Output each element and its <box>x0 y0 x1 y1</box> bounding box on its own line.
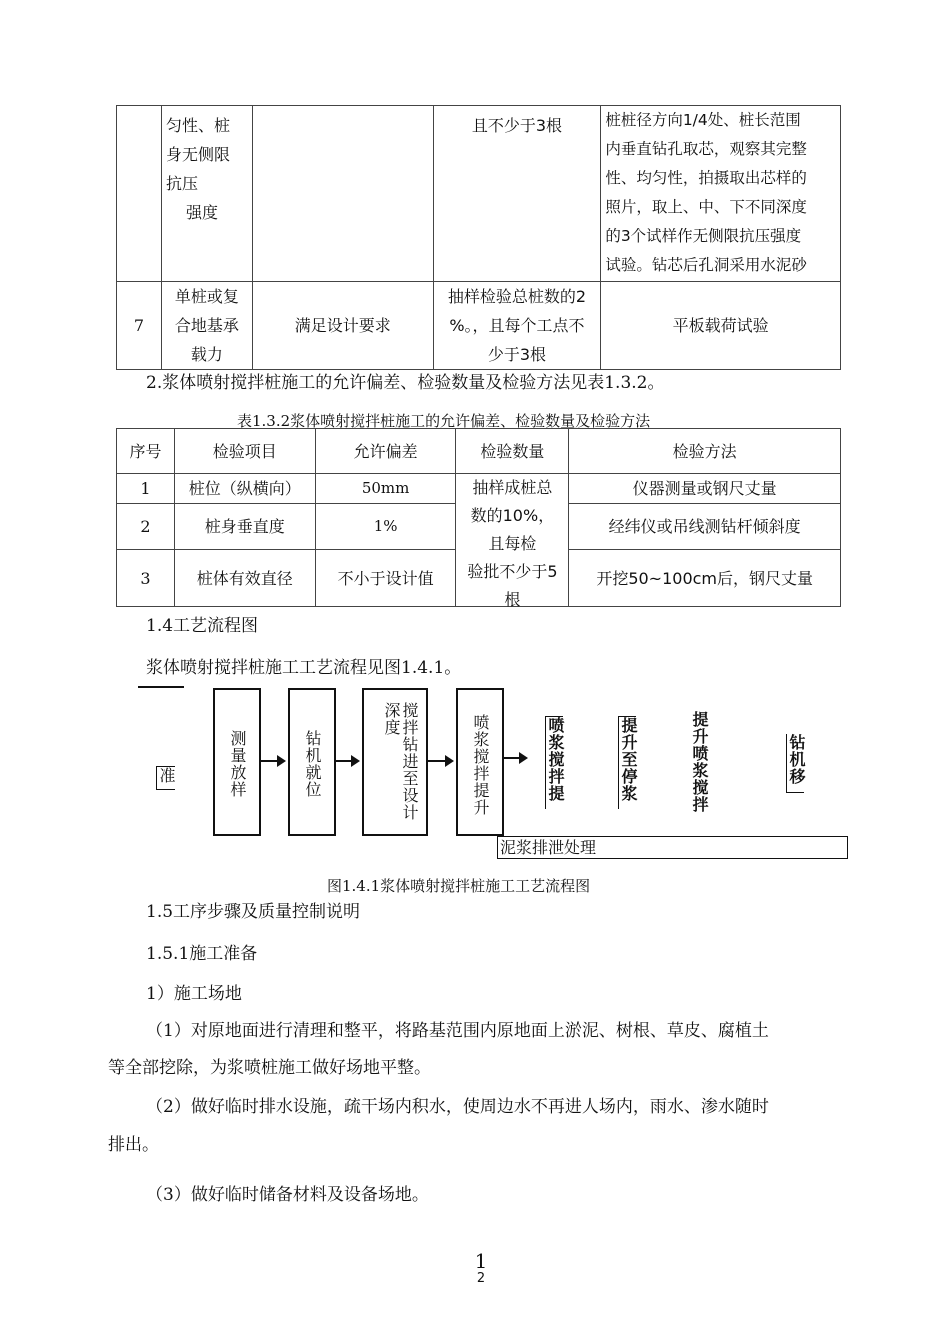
text-line: 性、均匀性，拍摄取出芯样的 <box>605 169 807 187</box>
text-line: 验批不少于5 <box>467 562 558 581</box>
text-line: 强度 <box>185 203 218 222</box>
flow-step-label: 测量放样 <box>228 730 247 798</box>
text-line: 内垂直钻孔取芯，观察其完整 <box>605 140 807 158</box>
table-row <box>117 106 841 282</box>
flow-step-label: 喷浆搅拌提升 <box>471 714 490 816</box>
flow-step-grout-lift <box>456 688 504 836</box>
paragraph-line: （1）对原地面进行清理和整平，将路基范围内原地面上淤泥、树根、草皮、腐植土 <box>146 1021 769 1041</box>
text-line: 匀性、桩 <box>165 116 230 135</box>
header-cell: 允许偏差 <box>315 429 456 474</box>
arrow-icon <box>502 757 526 759</box>
text-line: 合地基承 <box>174 316 239 335</box>
flow-fragment-lift-stop <box>618 716 636 809</box>
item-cell: 桩体有效直径 <box>174 550 315 607</box>
text-line: 准 <box>157 767 176 784</box>
section-heading: 1.5.1施工准备 <box>146 944 258 964</box>
row-number: 1 <box>117 474 175 504</box>
text-line: 抽样成桩总 <box>472 478 553 497</box>
method-cell <box>601 106 841 282</box>
quantity-cell <box>433 282 601 370</box>
text-line: 平板载荷试验 <box>672 316 769 335</box>
text-line: 喷浆搅拌提 <box>546 717 565 802</box>
page-number: 1 <box>474 1249 488 1273</box>
inspection-table-continued <box>116 105 841 370</box>
flow-step-label: 搅拌钻进至设计深度 <box>382 702 419 821</box>
text-line: 数的10%， <box>470 506 555 525</box>
flow-step-drill-to-depth <box>362 688 428 836</box>
flow-step-rig-position <box>288 688 336 836</box>
paragraph: 2.浆体喷射搅拌桩施工的允许偏差、检验数量及检验方法见表1.3.2。 <box>146 373 665 393</box>
text-line: 试验。钻芯后孔洞采用水泥砂 <box>605 256 807 274</box>
quantity-cell <box>456 474 569 607</box>
start-fragment-label <box>156 766 175 790</box>
list-item-heading: 1）施工场地 <box>146 984 242 1004</box>
paragraph-line: 排出。 <box>108 1135 159 1155</box>
paragraph-line: 等全部挖除，为浆喷桩施工做好场地平整。 <box>108 1058 431 1078</box>
flow-fragment-rig-move <box>786 734 804 793</box>
text-line: 且不少于3根 <box>471 116 563 135</box>
row-number <box>117 106 162 282</box>
text-line: 且每检 <box>488 534 537 553</box>
tolerance-cell: 不小于设计值 <box>315 550 456 607</box>
flow-fragment-grout-stir <box>545 716 563 809</box>
arrow-icon <box>334 760 358 762</box>
header-cell: 检验方法 <box>569 429 841 474</box>
text-line: 载力 <box>190 345 223 364</box>
text-line: 抗压 <box>165 174 198 193</box>
method-cell: 开挖50~100cm后，钢尺丈量 <box>569 550 841 607</box>
page-number-sub: 2 <box>476 1271 486 1286</box>
item-cell <box>161 106 252 282</box>
text-line: 少于3根 <box>487 345 547 364</box>
tolerance-cell: 50mm <box>315 474 456 504</box>
text-line: 钻机移 <box>787 734 806 785</box>
tolerance-cell: 1% <box>315 504 456 550</box>
tolerance-table <box>116 428 841 607</box>
method-cell <box>601 282 841 370</box>
text-line: 照片，取上、中、下不同深度 <box>605 198 807 216</box>
text-line: 提升喷浆搅拌 <box>690 711 709 813</box>
quantity-cell <box>433 106 601 282</box>
item-cell: 桩身垂直度 <box>174 504 315 550</box>
paragraph-line: （2）做好临时排水设施，疏干场内积水，使周边水不再进人场内，雨水、渗水随时 <box>146 1097 769 1117</box>
text-line: 抽样检验总桩数的2 <box>447 287 587 306</box>
text-line: 身无侧限 <box>165 145 230 164</box>
flow-fragment-lift-grout <box>690 711 708 817</box>
text-line: 提升至停浆 <box>619 717 638 802</box>
method-cell: 仪器测量或钢尺丈量 <box>569 474 841 504</box>
table-header-row <box>117 429 841 474</box>
section-heading: 1.5工序步骤及质量控制说明 <box>146 902 361 922</box>
table-row <box>117 282 841 370</box>
arrow-icon <box>259 760 284 762</box>
header-cell: 序号 <box>117 429 175 474</box>
item-cell <box>161 282 252 370</box>
paragraph: 浆体喷射搅拌桩施工工艺流程见图1.4.1。 <box>146 658 462 678</box>
table-caption: 表1.3.2浆体喷射搅拌桩施工的允许偏差、检验数量及检验方法 <box>237 412 651 430</box>
row-number: 3 <box>117 550 175 607</box>
table-row <box>117 474 841 504</box>
arrow-icon <box>426 760 452 762</box>
flow-step-survey <box>213 688 261 836</box>
start-box-fragment <box>138 686 184 689</box>
paragraph-line: （3）做好临时储备材料及设备场地。 <box>146 1185 429 1205</box>
row-number: 7 <box>117 282 162 370</box>
text-line: 的3个试样作无侧限抗压强度 <box>605 227 802 245</box>
text-line: 根 <box>504 590 521 609</box>
requirement-cell: 满足设计要求 <box>252 282 433 370</box>
row-number: 2 <box>117 504 175 550</box>
text-line: 桩桩径方向1/4处、桩长范围 <box>605 111 801 129</box>
flow-step-mud-disposal <box>497 836 848 859</box>
text-line: %。，且每个工点不 <box>449 316 585 335</box>
section-heading: 1.4工艺流程图 <box>146 616 259 636</box>
header-cell: 检验数量 <box>456 429 569 474</box>
flow-step-label: 泥浆排泄处理 <box>500 838 597 857</box>
method-cell: 经纬仪或吊线测钻杆倾斜度 <box>569 504 841 550</box>
requirement-cell <box>252 106 433 282</box>
flow-step-label: 钻机就位 <box>303 730 322 798</box>
header-cell: 检验项目 <box>174 429 315 474</box>
text-line: 单桩或复 <box>174 287 239 306</box>
figure-caption: 图1.4.1浆体喷射搅拌桩施工工艺流程图 <box>327 877 591 895</box>
item-cell: 桩位（纵横向） <box>174 474 315 504</box>
